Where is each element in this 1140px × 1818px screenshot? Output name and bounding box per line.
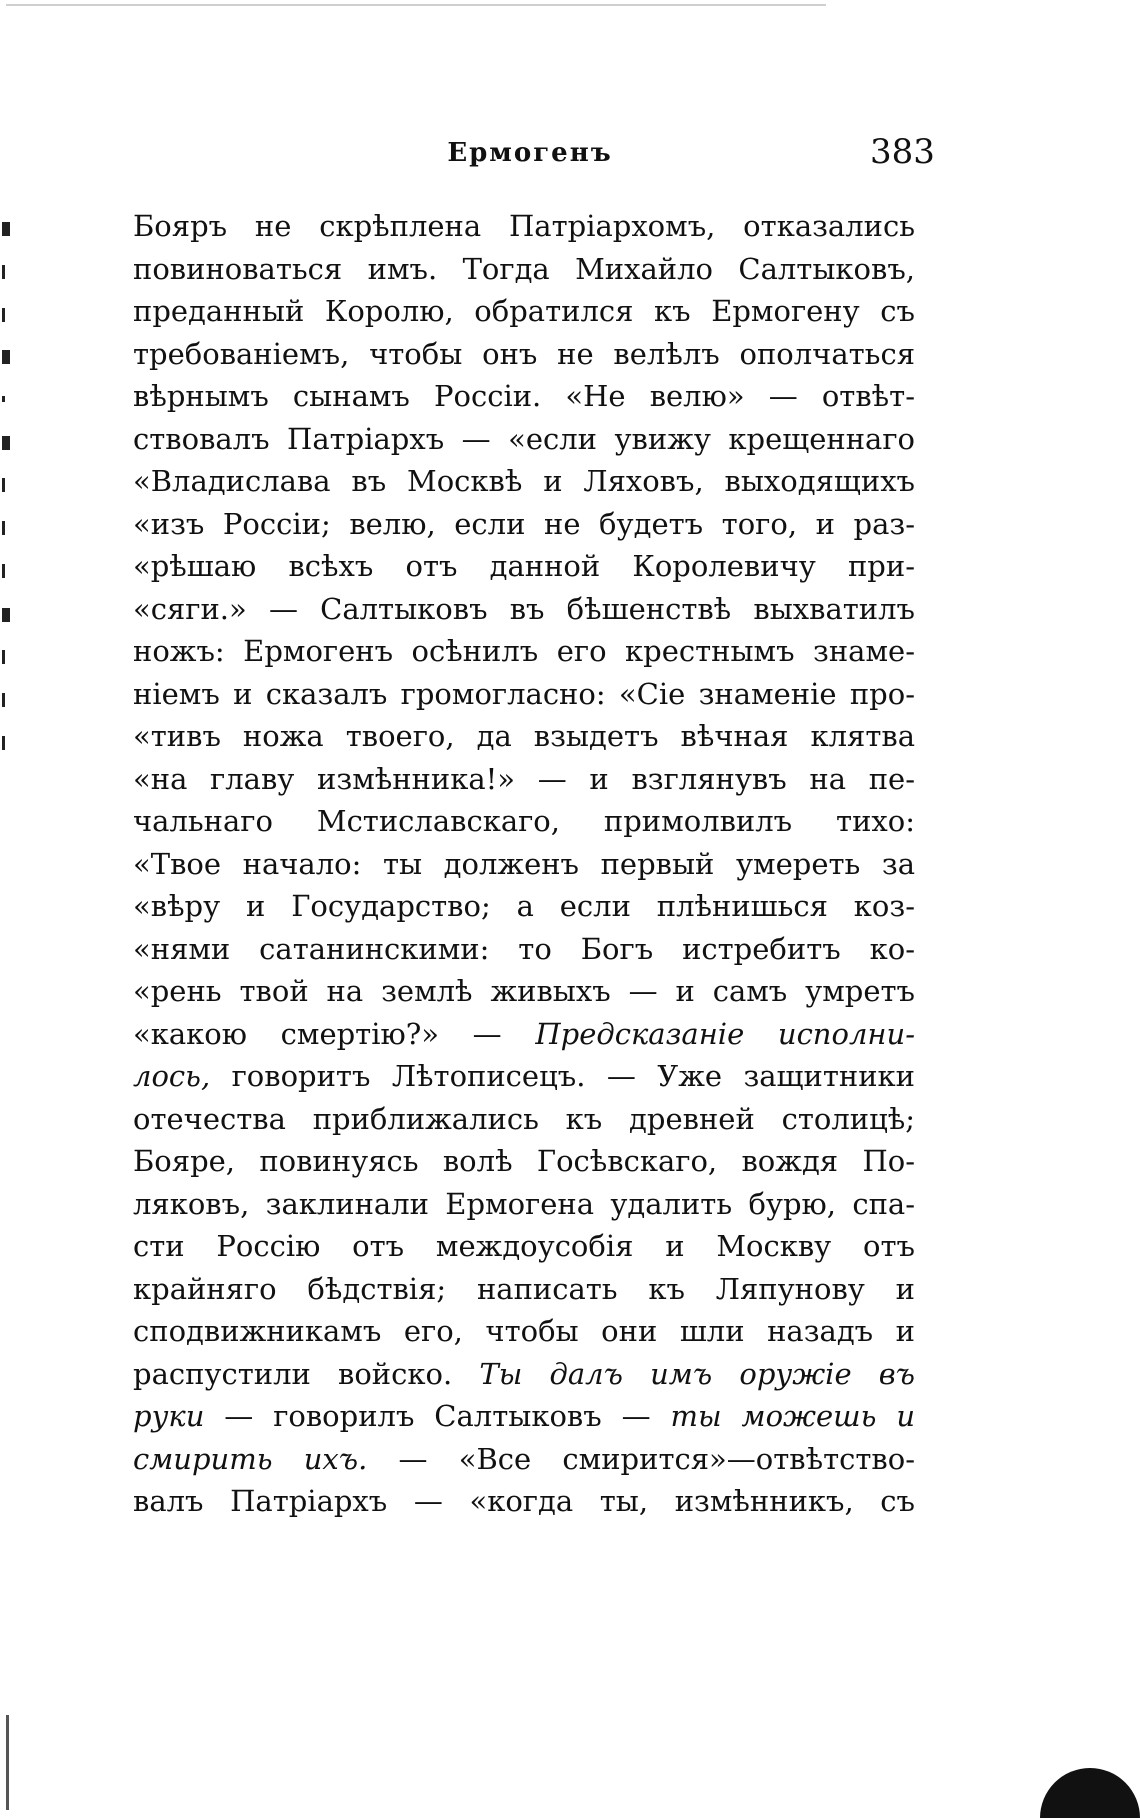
margin-mark	[2, 693, 5, 707]
margin-mark	[2, 521, 5, 535]
text-line	[133, 928, 915, 971]
line-text: Бояре, повинуясь волѣ Госѣвскаго, вождя По-	[133, 1144, 915, 1178]
italic-text: ты можешь и	[670, 1399, 916, 1433]
line-text: «нями сатанинскими: то Богъ истребитъ ко-	[133, 931, 915, 966]
line-text: Бояръ не скрѣплена Патріархомъ, отказались	[133, 209, 915, 243]
margin-mark	[2, 608, 10, 622]
text-line	[133, 418, 915, 461]
line-text: «тивъ ножа твоего, да взыдетъ вѣчная клятва	[133, 719, 915, 753]
line-text: крайняго бѣдствія; написать къ Ляпунову и	[133, 1271, 915, 1306]
text-line	[133, 375, 915, 418]
margin-mark	[2, 222, 10, 236]
text-line	[133, 1480, 915, 1523]
margin-mark	[2, 478, 5, 492]
text-line	[133, 1353, 915, 1396]
line-text: валъ Патріархъ — «когда ты, измѣнникъ, съ	[133, 1484, 915, 1518]
line-text: ствовалъ Патріархъ — «если увижу крещеннаго	[133, 421, 915, 456]
line-text: ножъ: Ермогенъ осѣнилъ его крестнымъ знаме-	[133, 634, 915, 668]
text-line	[133, 1225, 915, 1268]
line-text: «рѣшаю всѣхъ отъ данной Королевичу при-	[133, 549, 915, 583]
text-line	[133, 1395, 915, 1438]
text-line	[133, 588, 915, 631]
line-text: — «Все смирится»—отвѣтство-	[367, 1441, 915, 1476]
text-line	[133, 1310, 915, 1353]
text-line	[133, 1055, 915, 1098]
line-text: «какою смертію?» —	[133, 1016, 536, 1051]
text-line	[133, 715, 915, 758]
italic-text: руки	[133, 1399, 205, 1433]
line-text: «изъ Россіи; велю, если не будетъ того, и раз-	[133, 506, 915, 541]
line-text: сти Россію отъ междоусобія и Москву отъ	[133, 1229, 915, 1263]
margin-mark	[2, 396, 5, 402]
margin-mark	[2, 736, 5, 750]
line-text: чальнаго Мстиславскаго, примолвилъ тихо:	[133, 804, 915, 838]
text-line	[133, 503, 915, 546]
margin-mark	[2, 650, 5, 664]
margin-mark	[2, 350, 10, 364]
text-line	[133, 1183, 915, 1226]
text-line	[133, 205, 915, 248]
text-line	[133, 673, 915, 716]
line-text: сподвижникамъ его, чтобы они шли назадъ и	[133, 1314, 915, 1348]
italic-text: смирить ихъ.	[133, 1441, 368, 1476]
text-line	[133, 630, 915, 673]
text-line	[133, 800, 915, 843]
text-line	[133, 333, 915, 376]
italic-text: Ты далъ имъ оружіе въ	[479, 1356, 915, 1391]
line-text: вѣрнымъ сынамъ Россіи. «Не велю» — отвѣт-	[133, 379, 915, 413]
line-text: преданный Королю, обратился къ Ермогену съ	[133, 294, 915, 328]
text-line	[133, 843, 915, 886]
italic-text: лось,	[133, 1059, 211, 1093]
binding-edge-mark	[6, 1715, 9, 1810]
text-line	[133, 758, 915, 801]
line-text: «рень твой на землѣ живыхъ — и самъ умретъ	[133, 974, 915, 1008]
line-text: отечества приближались къ древней столицѣ;	[133, 1101, 915, 1136]
text-line	[133, 1013, 915, 1056]
text-line	[133, 248, 915, 291]
line-text: повиноваться имъ. Тогда Михайло Салтыковъ,	[133, 251, 915, 286]
margin-mark	[2, 265, 5, 279]
margin-mark	[2, 308, 5, 322]
line-text: — говорилъ Салтыковъ —	[204, 1399, 671, 1433]
line-text: «вѣру и Государство; а если плѣнишься коз-	[133, 889, 915, 923]
line-text: ніемъ и сказалъ громогласно: «Сіе знаменіе про-	[133, 676, 915, 711]
text-line	[133, 1098, 915, 1141]
text-line	[133, 1438, 915, 1481]
line-text: говоритъ Лѣтописецъ. — Уже защитники	[210, 1059, 915, 1093]
text-line	[133, 1268, 915, 1311]
italic-text: Предсказаніе исполни-	[535, 1016, 915, 1051]
ink-stain	[1040, 1768, 1140, 1818]
margin-mark	[2, 564, 5, 578]
margin-mark	[2, 436, 10, 450]
top-rule	[6, 4, 826, 6]
line-text: «на главу измѣнника!» — и взглянувъ на пе-	[133, 761, 915, 796]
page-number: 383	[870, 132, 935, 172]
text-line	[133, 970, 915, 1013]
text-line	[133, 290, 915, 333]
text-line	[133, 1140, 915, 1183]
line-text: «Владислава въ Москвѣ и Ляховъ, выходящихъ	[133, 464, 915, 498]
text-line	[133, 885, 915, 928]
line-text: распустили войско.	[133, 1356, 480, 1391]
line-text: требованіемъ, чтобы онъ не велѣлъ ополчаться	[133, 336, 915, 371]
line-text: «сяги.» — Салтыковъ въ бѣшенствѣ выхватилъ	[133, 591, 915, 626]
body-text	[133, 205, 915, 1523]
text-line	[133, 545, 915, 588]
text-line	[133, 460, 915, 503]
running-head-title: Ермогенъ	[447, 138, 613, 168]
line-text: ляковъ, заклинали Ермогена удалить бурю, спа-	[133, 1186, 915, 1221]
line-text: «Твое начало: ты долженъ первый умереть за	[133, 846, 915, 881]
